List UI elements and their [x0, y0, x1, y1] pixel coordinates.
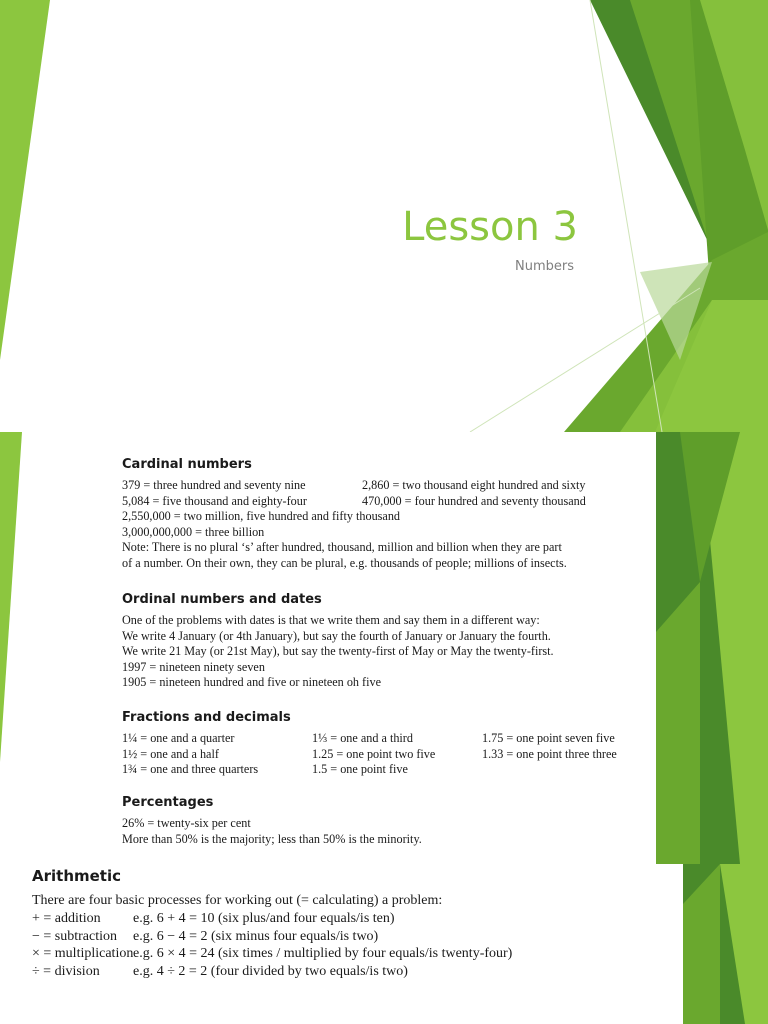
cardinal-example: 2,860 = two thousand eight hundred and sixty — [362, 478, 586, 492]
section-heading: Percentages — [122, 795, 214, 810]
list-item — [32, 928, 673, 946]
section-heading: Arithmetic — [32, 867, 122, 885]
cardinal-examples-grid — [122, 478, 642, 509]
arithmetic-operations — [32, 910, 673, 980]
list-item — [32, 963, 673, 981]
green-facet-decoration — [0, 0, 768, 432]
fraction-item: 1½ = one and a half — [122, 746, 219, 761]
cardinal-example: 470,000 = four hundred and seventy thousand — [362, 493, 586, 508]
cardinal-example: 5,084 = five thousand and eighty-four — [122, 493, 307, 508]
operation-name: − = subtraction — [32, 928, 117, 944]
fraction-item: 1¼ = one and a quarter — [122, 731, 235, 745]
title-slide — [0, 0, 768, 432]
operation-example: e.g. 6 + 4 = 10 (six plus/and four equals/is ten) — [133, 911, 395, 926]
operation-name: ÷ = division — [32, 963, 100, 979]
section-heading: Ordinal numbers and dates — [122, 592, 322, 607]
fraction-item: 1.5 = one point five — [312, 762, 408, 777]
ordinal-line: 1997 = nineteen ninety seven — [122, 659, 265, 674]
operation-example: e.g. 6 − 4 = 2 (six minus four equals/is two) — [133, 928, 379, 944]
arithmetic-intro: There are four basic processes for working out (= calculating) a problem: — [32, 893, 443, 908]
list-item — [32, 945, 673, 963]
ordinal-line: We write 4 January (or 4th January), but say the fourth of January or January the fourth. — [122, 628, 551, 643]
operation-name: × = multiplication — [32, 946, 134, 961]
ordinal-section — [122, 592, 554, 691]
cardinal-section — [122, 457, 642, 572]
operation-name: + = addition — [32, 911, 101, 926]
section-heading: Cardinal numbers — [122, 457, 252, 472]
fractions-section — [122, 710, 642, 778]
ordinal-line: One of the problems with dates is that we write them and say them in a different way: — [122, 613, 540, 627]
ordinal-line: 1905 = nineteen hundred and five or nineteen oh five — [122, 675, 382, 690]
numbers-reference-panel — [118, 450, 656, 864]
ordinal-line: We write 21 May (or 21st May), but say the twenty-first of May or May the twenty-first. — [122, 644, 554, 659]
fraction-item: 1.25 = one point two five — [312, 746, 436, 761]
percentage-line: 26% = twenty-six per cent — [122, 816, 251, 830]
percentage-line: More than 50% is the majority; less than 50% is the minority. — [122, 831, 422, 846]
percentages-section — [122, 795, 422, 847]
arithmetic-panel — [0, 864, 683, 1024]
cardinal-example: 3,000,000,000 = three billion — [122, 524, 265, 539]
fraction-item: 1.33 = one point three three — [482, 746, 617, 761]
fraction-item — [482, 762, 642, 778]
fraction-item: 1.75 = one point seven five — [482, 731, 615, 745]
operation-example: e.g. 6 × 4 = 24 (six times / multiplied by four equals/is twenty-four) — [133, 946, 513, 961]
operation-example: e.g. 4 ÷ 2 = 2 (four divided by two equals/is two) — [133, 963, 408, 979]
list-item — [32, 910, 673, 928]
section-heading: Fractions and decimals — [122, 710, 291, 725]
cardinal-note: of a number. On their own, they can be plural, e.g. thousands of people; millions of insects. — [122, 555, 567, 570]
content-slide-numbers — [0, 432, 768, 864]
fraction-item: 1⅓ = one and a third — [312, 731, 413, 745]
cardinal-note: Note: There is no plural ‘s’ after hundred, thousand, million and billion when they are part — [122, 540, 562, 555]
page-subtitle: Numbers — [515, 259, 574, 274]
page-title: Lesson 3 — [402, 204, 578, 250]
fraction-item: 1¾ = one and three quarters — [122, 762, 259, 777]
cardinal-example: 2,550,000 = two million, five hundred and fifty thousand — [122, 509, 401, 524]
content-slide-arithmetic — [0, 864, 768, 1024]
cardinal-example: 379 = three hundred and seventy nine — [122, 478, 306, 492]
fractions-grid — [122, 731, 642, 778]
